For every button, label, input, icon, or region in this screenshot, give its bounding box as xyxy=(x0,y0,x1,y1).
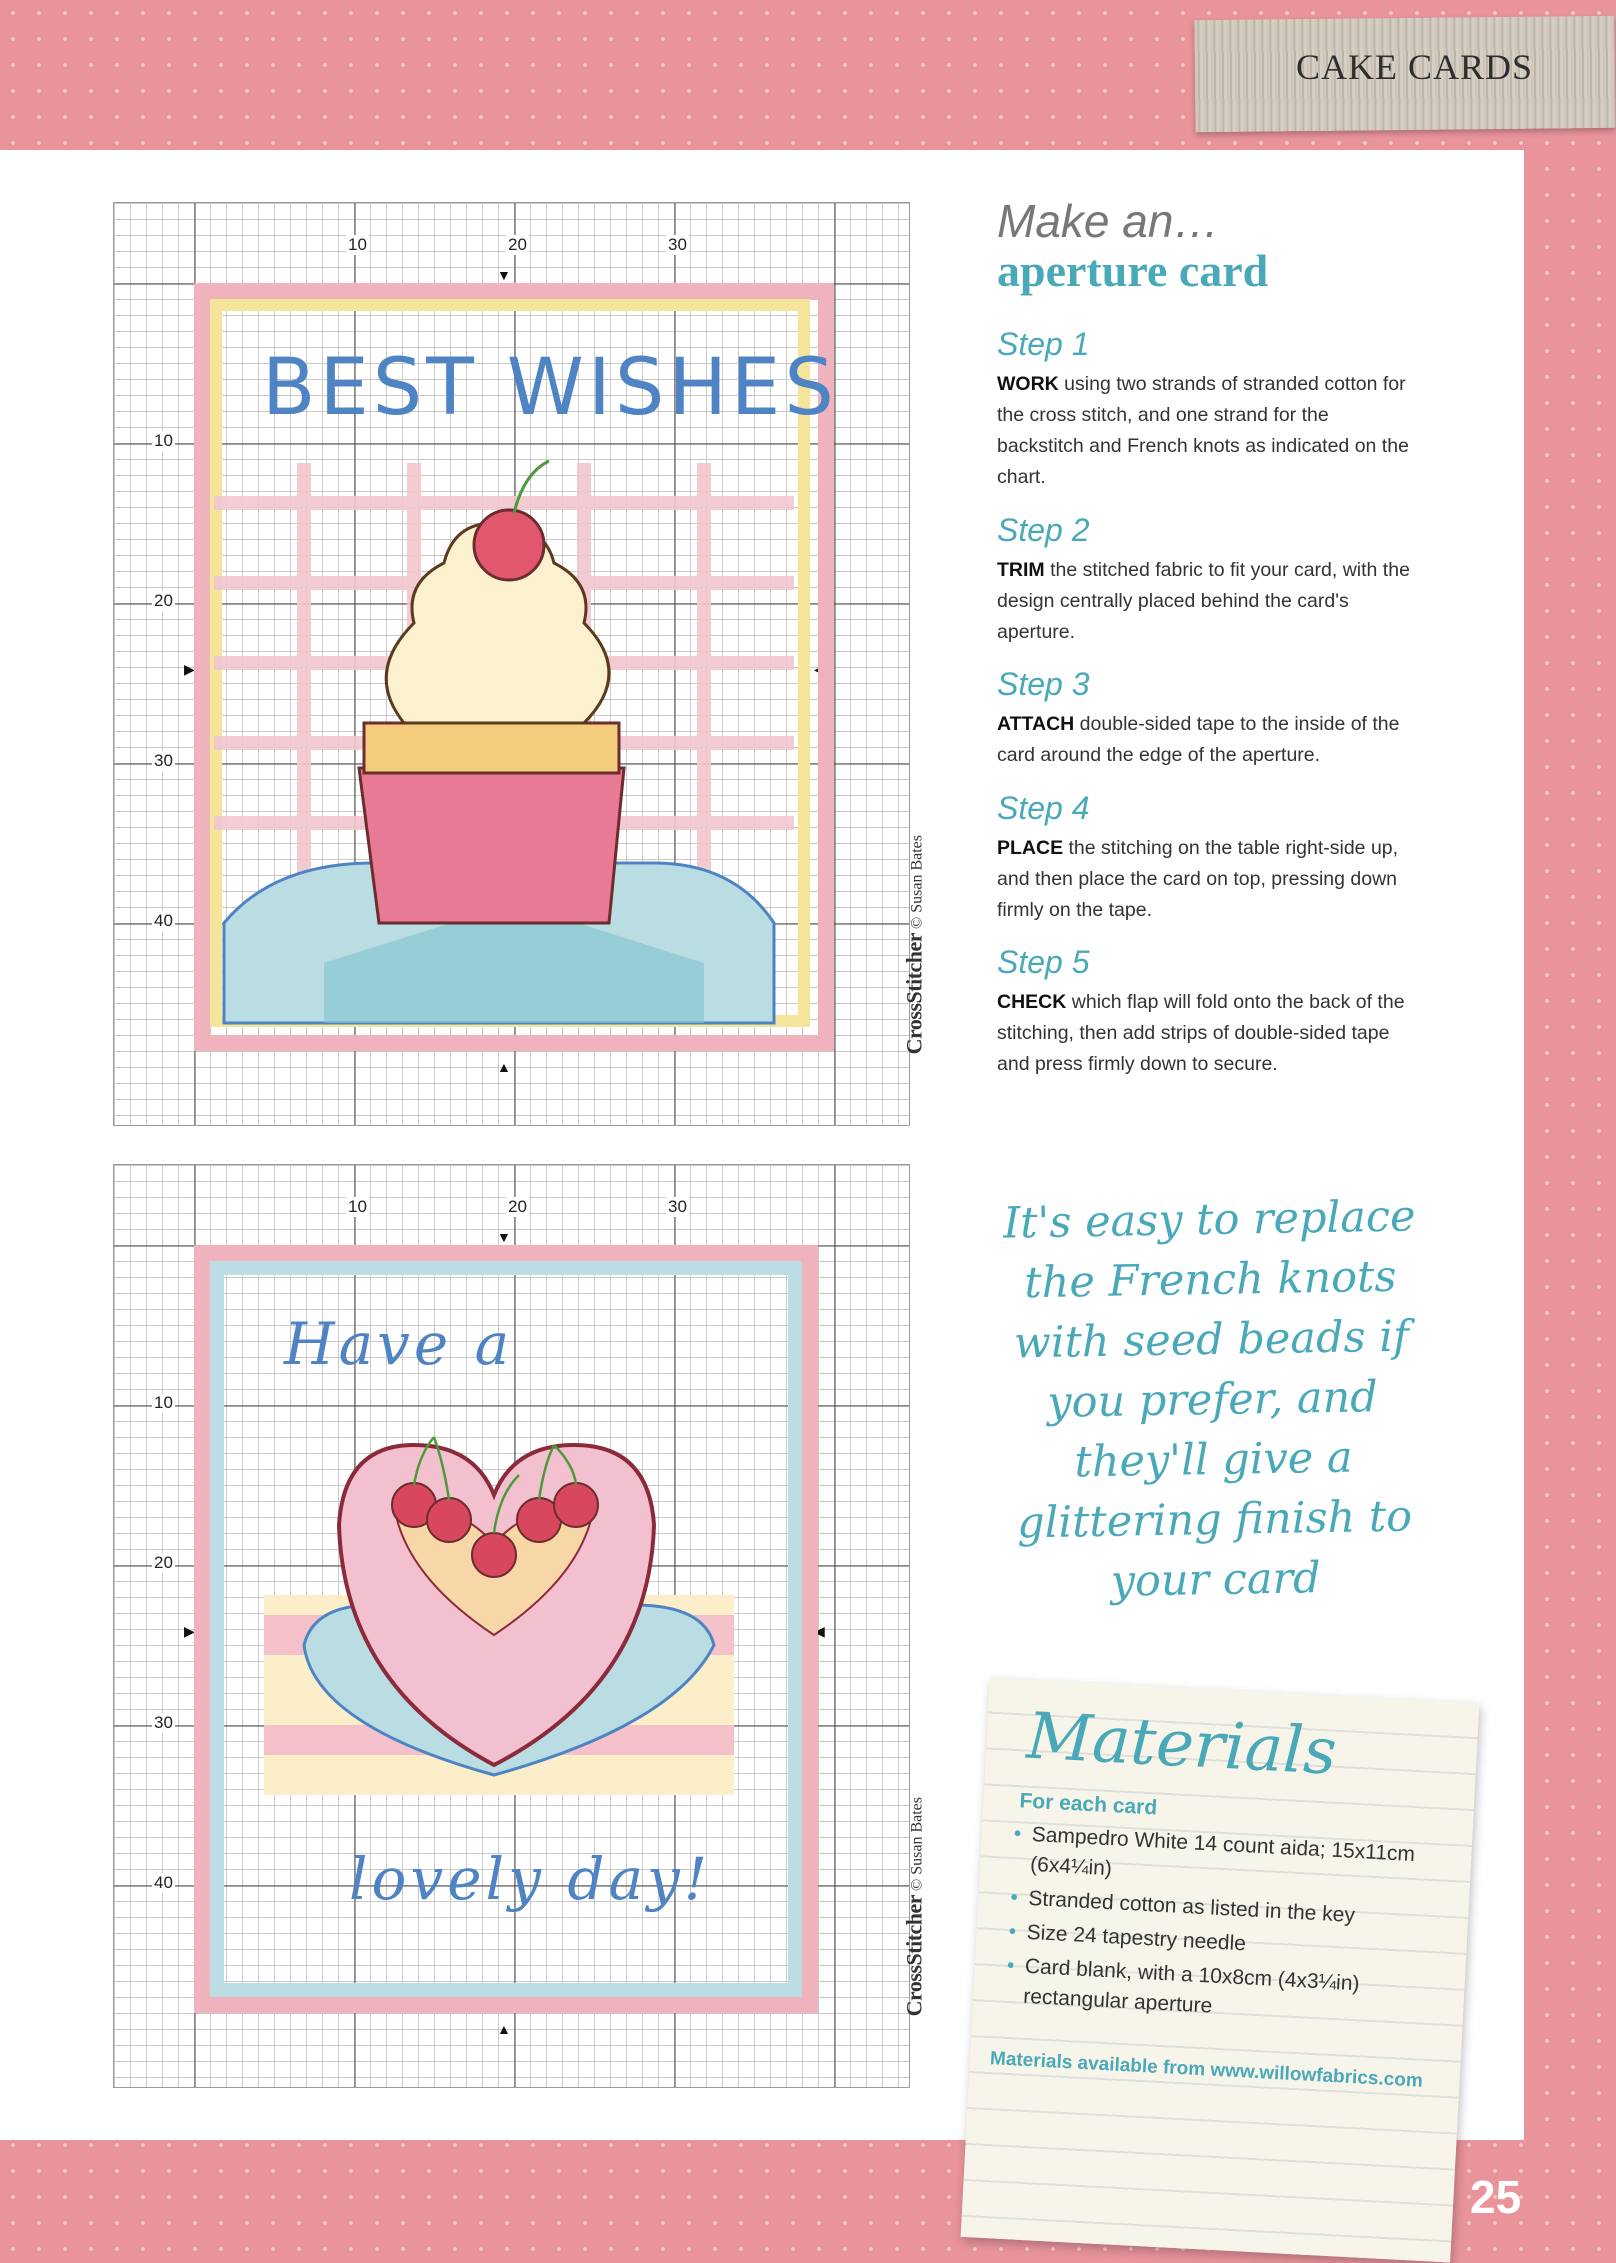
tick-label-top: 30 xyxy=(668,235,687,254)
step-2 xyxy=(997,512,1417,648)
tick-label-left: 30 xyxy=(154,751,173,770)
list-item: • Card blank, with a 10x8cm (4x3¼in) rectangular aperture xyxy=(1023,1952,1456,2034)
credit-author: © Susan Bates xyxy=(908,1797,925,1891)
stitched-text-best-wishes: BEST WISHES xyxy=(262,343,838,433)
brand-logo-text: CrossStitcher xyxy=(901,932,926,1055)
tick-label-left: 20 xyxy=(154,1553,173,1572)
materials-note xyxy=(961,1678,1480,2263)
center-arrow-right: ◀ xyxy=(814,1623,825,1639)
brand-logo-text: CrossStitcher xyxy=(901,1894,926,2017)
page-number: 25 xyxy=(1470,2171,1522,2223)
tick-label-left: 30 xyxy=(154,1713,173,1732)
materials-link[interactable]: Materials available from www.willowfabrics.com xyxy=(989,2048,1424,2092)
step-title: Step 5 xyxy=(997,944,1090,980)
step-text: ATTACH double-sided tape to the inside of the card around the edge of the aperture. xyxy=(997,713,1400,766)
stitched-text-have-a: Have a xyxy=(284,1310,514,1378)
step-text: WORK using two strands of stranded cotton for the cross stitch, and one strand for the backstitch and French knots as indicated on the chart. xyxy=(997,373,1409,488)
center-arrow-top: ▼ xyxy=(497,267,511,283)
center-arrow-bottom: ▲ xyxy=(497,1059,511,1075)
tick-label-left: 20 xyxy=(154,591,173,610)
center-arrow-left: ▶ xyxy=(184,661,195,677)
stitched-text-lovely-day: lovely day! xyxy=(349,1845,712,1913)
step-1 xyxy=(997,326,1417,493)
step-title: Step 3 xyxy=(997,666,1090,702)
tick-label-top: 10 xyxy=(348,235,367,254)
tick-label-left: 40 xyxy=(154,911,173,930)
tick-label-top: 10 xyxy=(348,1197,367,1216)
cross-stitch-chart-best-wishes xyxy=(113,202,926,1126)
materials-subtitle: For each card xyxy=(1018,1789,1158,1820)
tick-label-top: 20 xyxy=(508,1197,527,1216)
step-3 xyxy=(997,666,1417,771)
step-4 xyxy=(997,790,1417,926)
center-arrow-right: ◀ xyxy=(814,661,825,677)
list-item: • Stranded cotton as listed in the key xyxy=(1028,1884,1459,1936)
step-text: CHECK which flap will fold onto the back of the stitching, then add strips of double-sided tape and press firmly down to secure. xyxy=(997,991,1405,1075)
center-arrow-left: ▶ xyxy=(184,1623,195,1639)
section-label: CAKE CARDS xyxy=(1296,47,1534,87)
tick-label-top: 30 xyxy=(668,1197,687,1216)
tip-callout: It's easy to replace the French knots with seed beads if you prefer, and they'll give a glittering finish to your card xyxy=(1002,1191,1416,1607)
list-item: • Size 24 tapestry needle xyxy=(1026,1918,1457,1970)
center-arrow-bottom: ▲ xyxy=(497,2021,511,2037)
tick-label-left: 40 xyxy=(154,1873,173,1892)
credit-author: © Susan Bates xyxy=(908,835,925,929)
tick-label-left: 10 xyxy=(154,1393,173,1412)
materials-list xyxy=(1002,1819,1462,2038)
materials-title: Materials xyxy=(1025,1699,1339,1790)
step-text: TRIM the stitched fabric to fit your card, with the design centrally placed behind the card's aperture. xyxy=(997,559,1410,643)
step-title: Step 4 xyxy=(997,790,1090,826)
chart-credit xyxy=(901,835,927,1054)
heart-cake-motif xyxy=(114,1165,909,2087)
heading-make-an: Make an… xyxy=(997,195,1220,247)
step-5 xyxy=(997,944,1417,1080)
list-item: • Sampedro White 14 count aida; 15x11cm (6x4¼in) xyxy=(1029,1820,1462,1902)
chart-credit xyxy=(901,1797,927,2016)
heading-aperture-card: aperture card xyxy=(997,245,1269,296)
cupcake-motif xyxy=(114,203,909,1125)
tick-label-left: 10 xyxy=(154,431,173,450)
center-arrow-top: ▼ xyxy=(497,1229,511,1245)
step-title: Step 2 xyxy=(997,512,1090,548)
step-title: Step 1 xyxy=(997,326,1090,362)
step-text: PLACE the stitching on the table right-side up, and then place the card on top, pressing down firmly on the tape. xyxy=(997,837,1399,921)
tick-label-top: 20 xyxy=(508,235,527,254)
cross-stitch-chart-have-a-lovely-day xyxy=(113,1164,926,2088)
